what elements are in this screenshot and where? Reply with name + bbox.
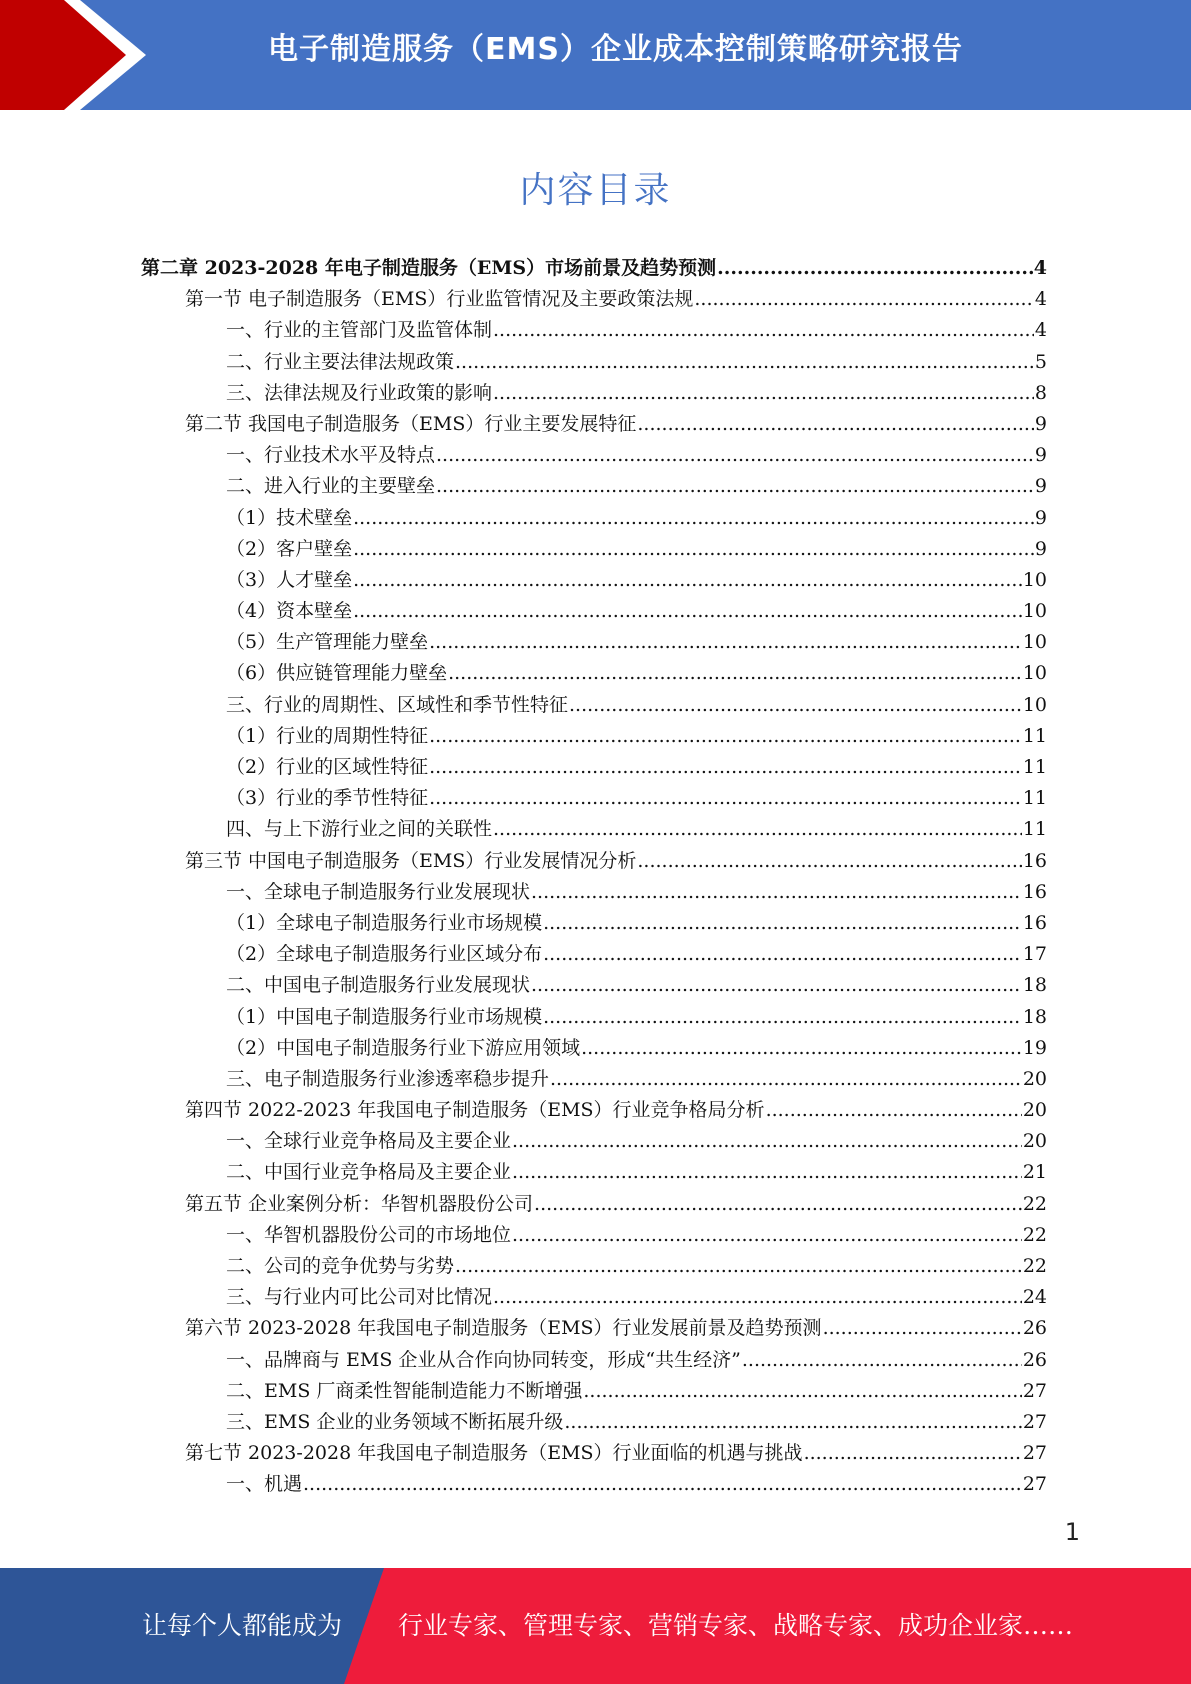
toc-entry-page: 9 <box>1034 475 1047 498</box>
toc-entry-title: （4）资本壁垒 <box>226 600 353 623</box>
toc-entry[interactable] <box>0 752 1191 783</box>
toc-dot-leader <box>581 1033 1022 1064</box>
toc-dot-leader <box>512 1220 1022 1251</box>
toc-entry-page: 9 <box>1034 537 1047 560</box>
toc-dot-leader <box>804 1438 1022 1469</box>
toc-entry-page: 10 <box>1022 693 1047 716</box>
toc-entry[interactable] <box>0 503 1191 534</box>
toc-entry-page: 19 <box>1022 1036 1047 1059</box>
toc-entry-title: 第二章 2023-2028 年电子制造服务（EMS）市场前景及趋势预测 <box>141 257 717 279</box>
toc-entry-title: （3）人才壁垒 <box>226 568 353 591</box>
toc-entry-title: （2）中国电子制造服务行业下游应用领域 <box>226 1036 581 1059</box>
toc-dot-leader <box>448 658 1022 689</box>
toc-entry[interactable] <box>0 970 1191 1001</box>
toc-dot-leader <box>429 783 1022 814</box>
toc-dot-leader <box>353 534 1034 565</box>
toc-entry-title: 二、行业主要法律法规政策 <box>226 350 455 373</box>
toc-entry[interactable] <box>0 409 1191 440</box>
toc-entry[interactable] <box>0 658 1191 689</box>
toc-entry[interactable] <box>0 1313 1191 1344</box>
toc-entry[interactable] <box>0 1157 1191 1188</box>
toc-entry[interactable] <box>0 846 1191 877</box>
toc-dot-leader <box>353 596 1022 627</box>
toc-entry-page: 5 <box>1034 350 1047 373</box>
toc-entry-title: （2）全球电子制造服务行业区域分布 <box>226 943 543 966</box>
toc-entry-page: 8 <box>1034 381 1047 404</box>
toc-entry-title: 一、全球行业竞争格局及主要企业 <box>226 1130 512 1153</box>
toc-dot-leader <box>543 939 1022 970</box>
toc-entry-page: 27 <box>1022 1410 1047 1433</box>
toc-entry-page: 4 <box>1034 319 1047 342</box>
toc-entry[interactable] <box>0 534 1191 565</box>
toc-entry[interactable] <box>0 1033 1191 1064</box>
toc-entry-title: 四、与上下游行业之间的关联性 <box>226 818 493 841</box>
toc-entry-page: 20 <box>1022 1099 1047 1122</box>
toc-entry-title: 第五节 企业案例分析：华智机器股份公司 <box>185 1192 534 1215</box>
toc-entry-title: （6）供应链管理能力壁垒 <box>226 662 448 685</box>
toc-entry-page: 26 <box>1022 1348 1047 1371</box>
toc-dot-leader <box>531 877 1022 908</box>
toc-entry-page: 4 <box>1033 257 1047 279</box>
footer-slogan-right: 行业专家、管理专家、营销专家、战略专家、成功企业家…… <box>398 1611 1074 1640</box>
toc-entry[interactable] <box>0 1095 1191 1126</box>
toc-entry-page: 26 <box>1022 1317 1047 1340</box>
toc-entry[interactable] <box>0 1438 1191 1469</box>
toc-dot-leader <box>429 627 1022 658</box>
header-band <box>0 0 1191 110</box>
toc-entry[interactable] <box>0 1407 1191 1438</box>
toc-entry-title: （2）行业的区域性特征 <box>226 756 429 778</box>
toc-dot-leader <box>455 1251 1022 1282</box>
toc-entry[interactable] <box>0 690 1191 721</box>
toc-entry-title: （1）行业的周期性特征 <box>226 724 429 747</box>
toc-dot-leader <box>493 814 1022 845</box>
toc-entry[interactable] <box>0 565 1191 596</box>
toc-entry-title: （5）生产管理能力壁垒 <box>226 631 429 654</box>
toc-entry-page: 20 <box>1022 1130 1047 1153</box>
toc-entry[interactable] <box>0 627 1191 658</box>
page-number: 1 <box>1064 1518 1080 1546</box>
toc-entry-page: 27 <box>1022 1379 1047 1402</box>
toc-entry[interactable] <box>0 1469 1191 1500</box>
toc-entry-title: 一、品牌商与 EMS 企业从合作向协同转变，形成“共生经济” <box>226 1348 741 1371</box>
toc-entry-page: 17 <box>1022 943 1047 966</box>
toc-entry[interactable] <box>0 1126 1191 1157</box>
toc-entry-page: 10 <box>1022 568 1047 591</box>
footer-band <box>0 1568 1191 1684</box>
toc-entry-page: 11 <box>1022 787 1047 810</box>
toc-entry-page: 24 <box>1022 1286 1047 1309</box>
toc-entry[interactable] <box>0 814 1191 845</box>
toc-entry-title: 第一节 电子制造服务（EMS）行业监管情况及主要政策法规 <box>185 288 694 311</box>
toc-entry-page: 9 <box>1034 444 1047 467</box>
toc-entry-page: 11 <box>1022 756 1047 778</box>
toc-entry-title: 一、全球电子制造服务行业发展现状 <box>226 880 531 903</box>
chevron-logo-icon <box>0 0 160 110</box>
toc-entry-page: 27 <box>1022 1442 1047 1465</box>
toc-entry-title: 第四节 2022-2023 年我国电子制造服务（EMS）行业竞争格局分析 <box>185 1099 765 1122</box>
toc-dot-leader <box>493 1282 1022 1313</box>
toc-dot-leader <box>543 1002 1022 1033</box>
toc-entry[interactable] <box>0 347 1191 378</box>
toc-heading: 内容目录 <box>519 170 672 211</box>
toc-entry-title: 第六节 2023-2028 年我国电子制造服务（EMS）行业发展前景及趋势预测 <box>185 1317 822 1340</box>
toc-entry-title: 二、EMS 厂商柔性智能制造能力不断增强 <box>226 1379 583 1402</box>
toc-entry[interactable] <box>0 471 1191 502</box>
toc-dot-leader <box>823 1313 1022 1344</box>
toc-entry-title: （3）行业的季节性特征 <box>226 787 429 810</box>
toc-entry-title: 三、与行业内可比公司对比情况 <box>226 1286 493 1309</box>
toc-dot-leader <box>436 440 1034 471</box>
toc-entry-title: 第七节 2023-2028 年我国电子制造服务（EMS）行业面临的机遇与挑战 <box>185 1442 803 1465</box>
toc-entry-page: 16 <box>1022 880 1047 903</box>
toc-entry-page: 11 <box>1022 818 1047 841</box>
toc-entry-page: 4 <box>1034 288 1047 311</box>
toc-dot-leader <box>569 690 1022 721</box>
toc-entry-page: 27 <box>1022 1473 1047 1496</box>
toc-entry-page: 22 <box>1022 1192 1047 1215</box>
toc-list <box>0 253 1191 1501</box>
toc-entry[interactable] <box>0 1189 1191 1220</box>
toc-entry[interactable] <box>0 1282 1191 1313</box>
toc-dot-leader <box>694 284 1034 315</box>
toc-dot-leader <box>637 846 1021 877</box>
toc-dot-leader <box>455 347 1034 378</box>
toc-dot-leader <box>493 378 1034 409</box>
toc-entry-title: 三、行业的周期性、区域性和季节性特征 <box>226 693 569 716</box>
document-title: 电子制造服务（EMS）企业成本控制策略研究报告 <box>268 32 963 67</box>
toc-entry-title: （1）全球电子制造服务行业市场规模 <box>226 911 543 934</box>
toc-entry[interactable] <box>0 315 1191 346</box>
toc-dot-leader <box>564 1407 1021 1438</box>
toc-dot-leader <box>583 1376 1021 1407</box>
toc-entry-title: 二、中国电子制造服务行业发展现状 <box>226 974 531 997</box>
toc-entry-page: 18 <box>1022 1005 1047 1028</box>
toc-entry-title: 一、华智机器股份公司的市场地位 <box>226 1223 512 1246</box>
toc-dot-leader <box>429 752 1022 783</box>
toc-entry[interactable] <box>0 721 1191 752</box>
toc-entry[interactable] <box>0 1345 1191 1376</box>
toc-dot-leader <box>550 1064 1022 1095</box>
toc-entry-title: 一、行业的主管部门及监管体制 <box>226 319 493 342</box>
toc-dot-leader <box>353 503 1034 534</box>
toc-entry-page: 10 <box>1022 662 1047 685</box>
toc-entry-title: 三、法律法规及行业政策的影响 <box>226 381 493 404</box>
toc-dot-leader <box>531 970 1022 1001</box>
toc-dot-leader <box>543 908 1022 939</box>
toc-dot-leader <box>512 1157 1022 1188</box>
toc-entry-page: 22 <box>1022 1255 1047 1277</box>
toc-entry[interactable] <box>0 908 1191 939</box>
toc-dot-leader <box>429 721 1022 752</box>
toc-entry-title: 二、公司的竞争优势与劣势 <box>226 1255 455 1277</box>
toc-entry-title: （2）客户壁垒 <box>226 537 353 560</box>
toc-dot-leader <box>353 565 1022 596</box>
toc-entry-title: 一、机遇 <box>226 1473 303 1496</box>
toc-entry-title: 二、进入行业的主要壁垒 <box>226 475 436 498</box>
toc-dot-leader <box>436 471 1034 502</box>
toc-dot-leader <box>534 1189 1022 1220</box>
toc-entry-title: 一、行业技术水平及特点 <box>226 444 436 467</box>
toc-entry[interactable] <box>0 939 1191 970</box>
footer-slogan-left: 让每个人都能成为 <box>142 1611 343 1640</box>
toc-entry[interactable] <box>0 1064 1191 1095</box>
toc-dot-leader <box>742 1345 1022 1376</box>
toc-entry[interactable] <box>0 440 1191 471</box>
toc-entry-page: 10 <box>1022 600 1047 623</box>
toc-entry-page: 16 <box>1022 849 1047 872</box>
toc-entry-page: 11 <box>1022 724 1047 747</box>
toc-entry[interactable] <box>0 596 1191 627</box>
toc-entry[interactable] <box>0 284 1191 315</box>
toc-dot-leader <box>303 1469 1022 1500</box>
toc-entry-title: 三、EMS 企业的业务领域不断拓展升级 <box>226 1410 564 1433</box>
toc-entry-page: 9 <box>1034 506 1047 529</box>
toc-dot-leader <box>766 1095 1022 1126</box>
toc-entry[interactable] <box>0 783 1191 814</box>
toc-dot-leader <box>717 253 1033 284</box>
toc-entry-page: 10 <box>1022 631 1047 654</box>
toc-entry[interactable] <box>0 1220 1191 1251</box>
toc-entry[interactable] <box>0 1251 1191 1282</box>
toc-entry[interactable] <box>0 877 1191 908</box>
toc-dot-leader <box>637 409 1034 440</box>
toc-entry-page: 21 <box>1022 1161 1047 1184</box>
toc-entry-title: 二、中国行业竞争格局及主要企业 <box>226 1161 512 1184</box>
toc-entry-title: 第二节 我国电子制造服务（EMS）行业主要发展特征 <box>185 412 637 435</box>
toc-entry[interactable] <box>0 378 1191 409</box>
toc-dot-leader <box>512 1126 1022 1157</box>
toc-entry-title: 第三节 中国电子制造服务（EMS）行业发展情况分析 <box>185 849 637 872</box>
toc-entry-page: 20 <box>1022 1067 1047 1090</box>
toc-entry-page: 9 <box>1034 412 1047 435</box>
toc-entry-title: （1）技术壁垒 <box>226 506 353 529</box>
toc-entry-title: 三、电子制造服务行业渗透率稳步提升 <box>226 1067 550 1090</box>
toc-entry-page: 18 <box>1022 974 1047 997</box>
toc-dot-leader <box>493 315 1034 346</box>
toc-entry[interactable] <box>0 253 1191 284</box>
toc-entry-title: （1）中国电子制造服务行业市场规模 <box>226 1005 543 1028</box>
toc-entry-page: 16 <box>1022 911 1047 934</box>
toc-entry[interactable] <box>0 1376 1191 1407</box>
toc-entry-page: 22 <box>1022 1223 1047 1246</box>
toc-entry[interactable] <box>0 1002 1191 1033</box>
